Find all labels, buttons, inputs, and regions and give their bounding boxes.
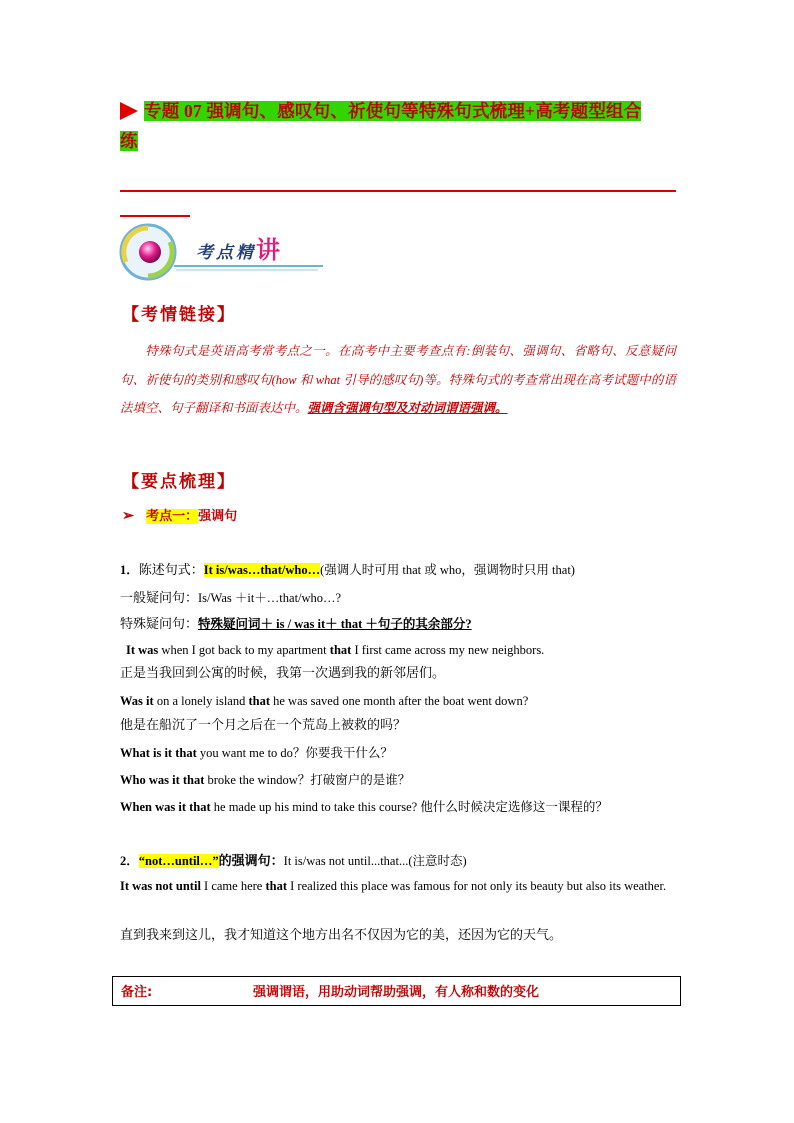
- note-text: 强调谓语，用助动词帮助强调，有人称和数的变化: [253, 985, 540, 1000]
- play-triangle-icon: [120, 102, 138, 120]
- banner-title: 考点精讲: [196, 238, 283, 264]
- example-6: It was not until I came here that I realized this place was famous for not only its beauty but also its weather.: [120, 879, 667, 893]
- intro-underlined: 强调含强调句型及对动词谓语强调。: [307, 401, 508, 415]
- example-1: It was when I got back to my apartment that I first came across my new neighbors.: [126, 643, 545, 657]
- example-3: What is it that you want me to do？你要我干什么？: [120, 746, 393, 760]
- note-label: 备注:: [121, 985, 153, 1000]
- special-question: 特殊疑问句：特殊疑问词＋ is / was it＋ that ＋句子的其余部分?: [120, 617, 472, 632]
- example-1-translation: 正是当我回到公寓的时候，我第一次遇到我的新邻居们。: [120, 666, 446, 681]
- section-heading-exam-link: 【考情链接】: [122, 305, 236, 324]
- example-5: When was it that he made up his mind to take this course? 他什么时候决定选修这一课程的？: [120, 800, 608, 814]
- section-banner: [118, 222, 328, 282]
- item-1: 1．陈述句式：It is/was…that/who…(强调人时可用 that 或 who，强调物时只用 that): [120, 563, 575, 578]
- point-heading: ➢ 考点一：强调句: [122, 508, 238, 524]
- title-divider-short: [120, 215, 190, 217]
- example-6-translation: 直到我来到这儿，我才知道这个地方出名不仅因为它的美，还因为它的天气。: [120, 928, 563, 943]
- example-4: Who was it that broke the window？打破窗户的是谁？: [120, 773, 411, 787]
- example-2-translation: 他是在船沉了一个月之后在一个荒岛上被救的吗？: [120, 718, 407, 733]
- arrow-icon: ➢: [122, 508, 135, 524]
- section-heading-key-points: 【要点梳理】: [122, 472, 236, 491]
- general-question: 一般疑问句：Is/Was ＋it＋…that/who…?: [120, 591, 342, 606]
- title-line-2: 练: [120, 131, 138, 151]
- intro-paragraph: 特殊句式是英语高考常考点之一。在高考中主要考查点有:倒装句、强调句、省略句、反意疑问句、祈使句的类别和感叹句(how 和 what 引导的感叹句)等。特殊句式的考查常出现在高考试题中的语法填空、句子翻译和书面表达中。强调含强调句型及对动词谓语强调。: [120, 344, 676, 415]
- item-2: 2．“not…until…”的强调句：It is/was not until...that...(注意时态): [120, 854, 467, 869]
- title-divider: [120, 190, 676, 192]
- title-line-1: 专题 07 强调句、感叹句、祈使句等特殊句式梳理+高考题型组合: [144, 101, 642, 121]
- note-box: [112, 976, 681, 1006]
- example-2: Was it on a lonely island that he was saved one month after the boat went down?: [120, 694, 529, 708]
- document-title: [120, 96, 676, 156]
